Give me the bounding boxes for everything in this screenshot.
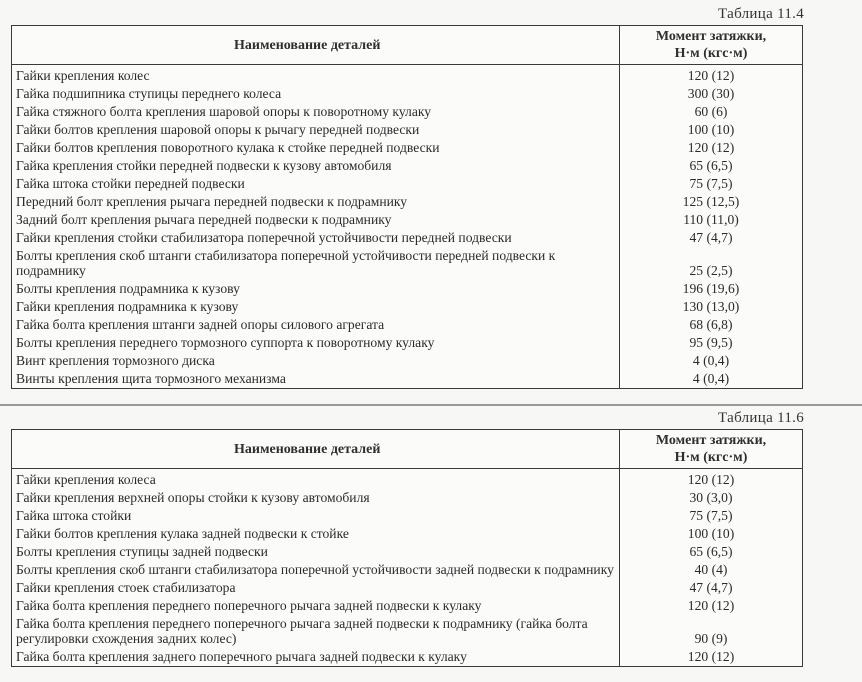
torque-table-11-4	[11, 25, 803, 389]
table-row	[12, 507, 803, 525]
column-header-part-name: Наименование деталей	[12, 26, 620, 65]
part-name-cell: Гайки болтов крепления поворотного кулака к стойке передней подвески	[12, 139, 620, 157]
torque-value-cell: 95 (9,5)	[620, 334, 803, 352]
torque-value-cell: 125 (12,5)	[620, 193, 803, 211]
torque-value-cell: 100 (10)	[620, 525, 803, 543]
column-header-torque	[620, 26, 803, 65]
part-name-cell: Гайки крепления стойки стабилизатора поперечной устойчивости передней подвески	[12, 229, 620, 247]
torque-table-11-6	[11, 429, 803, 667]
table-row	[12, 247, 803, 280]
table-body	[12, 65, 803, 389]
table-row	[12, 85, 803, 103]
part-name-cell: Винты крепления щита тормозного механизма	[12, 370, 620, 389]
part-name-cell: Болты крепления скоб штанги стабилизатора поперечной устойчивости задней подвески к подрамнику	[12, 561, 620, 579]
torque-value-cell: 120 (12)	[620, 648, 803, 667]
table-row	[12, 280, 803, 298]
column-header-torque	[620, 430, 803, 469]
torque-value-cell: 75 (7,5)	[620, 507, 803, 525]
part-name-cell: Болты крепления переднего тормозного суппорта к поворотному кулаку	[12, 334, 620, 352]
torque-value-cell: 30 (3,0)	[620, 489, 803, 507]
torque-value-cell: 120 (12)	[620, 597, 803, 615]
part-name-cell: Гайка штока стойки передней подвески	[12, 175, 620, 193]
part-name-cell: Гайки крепления верхней опоры стойки к кузову автомобиля	[12, 489, 620, 507]
table-row	[12, 561, 803, 579]
table-row	[12, 103, 803, 121]
column-header-torque-line1: Момент затяжки,	[655, 433, 767, 448]
part-name-cell: Гайка штока стойки	[12, 507, 620, 525]
column-header-torque-line2: Н·м (кгс·м)	[674, 46, 748, 61]
column-header-part-name: Наименование деталей	[12, 430, 620, 469]
part-name-cell: Гайка подшипника ступицы переднего колеса	[12, 85, 620, 103]
torque-value-cell: 25 (2,5)	[620, 247, 803, 280]
table-row	[12, 525, 803, 543]
part-name-cell: Гайки крепления колес	[12, 65, 620, 86]
part-name-cell: Болты крепления скоб штанги стабилизатора поперечной устойчивости передней подвески к подрамнику	[12, 247, 620, 280]
torque-value-cell: 60 (6)	[620, 103, 803, 121]
part-name-cell: Болты крепления ступицы задней подвески	[12, 543, 620, 561]
table-row	[12, 298, 803, 316]
table-caption-11-4: Таблица 11.4	[718, 6, 804, 22]
part-name-cell: Гайка крепления стойки передней подвески к кузову автомобиля	[12, 157, 620, 175]
part-name-cell: Гайки крепления колеса	[12, 469, 620, 490]
table-row	[12, 543, 803, 561]
torque-value-cell: 100 (10)	[620, 121, 803, 139]
table-row	[12, 316, 803, 334]
torque-value-cell: 40 (4)	[620, 561, 803, 579]
part-name-cell: Гайка болта крепления переднего поперечного рычага задней подвески к подрамнику (гайка болта регулировки схождения задних колес)	[12, 615, 620, 648]
table-row	[12, 615, 803, 648]
column-header-torque-line1: Момент затяжки,	[655, 29, 767, 44]
torque-value-cell: 120 (12)	[620, 65, 803, 86]
torque-value-cell: 110 (11,0)	[620, 211, 803, 229]
table-row	[12, 352, 803, 370]
torque-value-cell: 4 (0,4)	[620, 370, 803, 389]
part-name-cell: Винт крепления тормозного диска	[12, 352, 620, 370]
part-name-cell: Гайки крепления подрамника к кузову	[12, 298, 620, 316]
torque-value-cell: 120 (12)	[620, 139, 803, 157]
table-row	[12, 65, 803, 86]
torque-value-cell: 75 (7,5)	[620, 175, 803, 193]
part-name-cell: Гайки болтов крепления кулака задней подвески к стойке	[12, 525, 620, 543]
torque-value-cell: 4 (0,4)	[620, 352, 803, 370]
table-body	[12, 469, 803, 667]
part-name-cell: Передний болт крепления рычага передней подвески к подрамнику	[12, 193, 620, 211]
part-name-cell: Гайки болтов крепления шаровой опоры к рычагу передней подвески	[12, 121, 620, 139]
table-row	[12, 211, 803, 229]
torque-value-cell: 65 (6,5)	[620, 543, 803, 561]
torque-value-cell: 300 (30)	[620, 85, 803, 103]
page-divider	[0, 404, 862, 406]
table-row	[12, 648, 803, 667]
table-row	[12, 334, 803, 352]
part-name-cell: Гайка болта крепления штанги задней опоры силового агрегата	[12, 316, 620, 334]
table-caption-11-6: Таблица 11.6	[718, 410, 804, 426]
part-name-cell: Гайка болта крепления заднего поперечного рычага задней подвески к кулаку	[12, 648, 620, 667]
table-row	[12, 579, 803, 597]
column-header-torque-line2: Н·м (кгс·м)	[674, 450, 748, 465]
part-name-cell: Гайка стяжного болта крепления шаровой опоры к поворотному кулаку	[12, 103, 620, 121]
torque-value-cell: 65 (6,5)	[620, 157, 803, 175]
part-name-cell: Задний болт крепления рычага передней подвески к подрамнику	[12, 211, 620, 229]
part-name-cell: Гайки крепления стоек стабилизатора	[12, 579, 620, 597]
table-row	[12, 139, 803, 157]
table-row	[12, 229, 803, 247]
torque-value-cell: 47 (4,7)	[620, 579, 803, 597]
torque-value-cell: 130 (13,0)	[620, 298, 803, 316]
torque-value-cell: 47 (4,7)	[620, 229, 803, 247]
table-row	[12, 489, 803, 507]
torque-value-cell: 196 (19,6)	[620, 280, 803, 298]
part-name-cell: Гайка болта крепления переднего поперечного рычага задней подвески к кулаку	[12, 597, 620, 615]
torque-value-cell: 68 (6,8)	[620, 316, 803, 334]
table-row	[12, 370, 803, 389]
table-row	[12, 469, 803, 490]
torque-value-cell: 90 (9)	[620, 615, 803, 648]
table-row	[12, 121, 803, 139]
table-row	[12, 193, 803, 211]
part-name-cell: Болты крепления подрамника к кузову	[12, 280, 620, 298]
table-row	[12, 597, 803, 615]
torque-value-cell: 120 (12)	[620, 469, 803, 490]
table-row	[12, 157, 803, 175]
table-row	[12, 175, 803, 193]
